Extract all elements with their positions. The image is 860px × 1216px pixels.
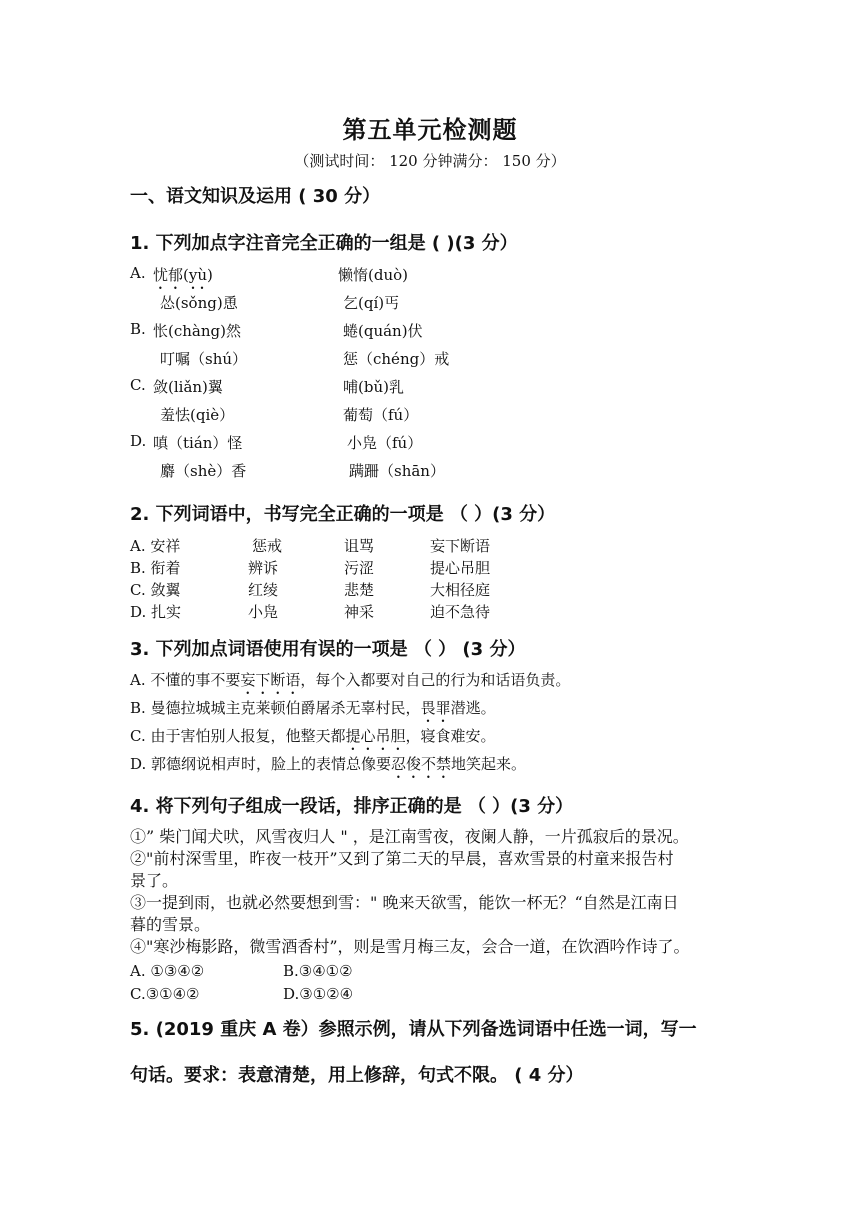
q4-sentence-3-cont: 暮的雪景。: [130, 915, 211, 934]
q1-b-word1: 怅(chàng)然: [153, 322, 241, 340]
q1-a-word1: 忧郁(yù): [153, 266, 213, 284]
q3-option-d: D. 郭德纲说相声时，脸上的表情总像要忍俊不禁地笑起来。: [130, 755, 527, 773]
q1-d-word2: 小凫（fú）: [347, 434, 423, 452]
q3-option-c: C. 由于害怕别人报复，他整天都提心吊胆，寝食难安。: [130, 727, 496, 745]
q1-option-b-label: B.: [130, 320, 146, 338]
q4-sentence-2: ②"前村深雪里，昨夜一枝开”又到了第二天的早晨，喜欢雪景的村童来报告村: [130, 849, 674, 868]
q1-a-word4: 乞(qí)丐: [343, 294, 400, 312]
q3-stem: 3. 下列加点词语使用有误的一项是 （ ） (3 分）: [130, 639, 526, 660]
q2-cell: 小凫: [248, 603, 279, 621]
q1-d-word4: 蹒跚（shān）: [349, 462, 445, 480]
q2-cell: 悲楚: [344, 581, 375, 599]
q2-cell: 神采: [344, 603, 375, 621]
q2-cell: 惩戒: [252, 537, 283, 555]
q2-cell: D. 扎实: [130, 603, 182, 621]
q4-sentence-4: ④"寒沙梅影路，微雪酒香村”，则是雪月梅三友，会合一道，在饮酒吟作诗了。: [130, 937, 690, 956]
q1-d-word3: 麝（shè）香: [160, 462, 247, 480]
q4-sentence-1: ①” 柴门闻犬吠，风雪夜归人 " ，是江南雪夜，夜阑人静，一片孤寂后的景况。: [130, 827, 689, 846]
q1-a-word2: 懒惰(duò): [338, 266, 408, 284]
q2-cell: 迫不急待: [430, 603, 491, 621]
q1-c-word4: 葡萄（fú）: [343, 406, 419, 424]
q4-stem: 4. 将下列句子组成一段话，排序正确的是 （ ）(3 分）: [130, 796, 574, 817]
q1-stem: 1. 下列加点字注音完全正确的一组是 ( )(3 分）: [130, 233, 518, 254]
q1-option-d-label: D.: [130, 432, 147, 450]
test-info: （测试时间： 120 分钟满分： 150 分）: [294, 152, 566, 170]
q2-cell: 红绫: [248, 581, 279, 599]
q4-option-b: B.③④①②: [283, 962, 353, 980]
q4-sentences: [130, 826, 730, 958]
q2-cell: C. 敛翼: [130, 581, 181, 599]
section-heading: 一、语文知识及运用 ( 30 分）: [130, 186, 381, 207]
q1-a-word3: 怂(sǒng)恿: [160, 294, 238, 312]
q1-option-c-label: C.: [130, 376, 146, 394]
q2-cell: A. 安祥: [130, 537, 181, 555]
q2-cell: 提心吊胆: [430, 559, 491, 577]
q2-cell: 大相径庭: [430, 581, 491, 599]
q1-b-word4: 惩（chéng）戒: [343, 350, 450, 368]
q5-stem-line1: 5. (2019 重庆 A 卷）参照示例，请从下列备选词语中任选一词，写一: [130, 1019, 697, 1040]
q1-b-word2: 蜷(quán)伏: [343, 322, 423, 340]
q4-option-c: C.③①④②: [130, 985, 200, 1003]
q2-cell: B. 衔着: [130, 559, 181, 577]
q4-sentence-2-cont: 景了。: [130, 871, 179, 890]
q3-option-a: A. 不懂的事不要妄下断语，每个入都要对自己的行为和话语负责。: [130, 671, 571, 689]
page-title: 第五单元检测题: [342, 116, 518, 144]
q5-stem-line2: 句话。要求：表意清楚，用上修辞，句式不限。 ( 4 分）: [130, 1065, 584, 1086]
q2-cell: 妄下断语: [430, 537, 491, 555]
q4-option-d: D.③①②④: [283, 985, 354, 1003]
q2-cell: 污涩: [344, 559, 375, 577]
q1-b-word3: 叮嘱（shú）: [160, 350, 248, 368]
q1-c-word1: 敛(liǎn)翼: [153, 378, 223, 396]
q2-cell: 辨诉: [248, 559, 279, 577]
q1-d-word1: 嗔（tián）怪: [153, 434, 243, 452]
q1-c-word3: 羞怯(qiè）: [160, 406, 235, 424]
q2-cell: 诅骂: [344, 537, 375, 555]
q2-stem: 2. 下列词语中，书写完全正确的一项是 （ ）(3 分）: [130, 504, 556, 525]
q4-sentence-3: ③一提到雨，也就必然要想到雪：" 晚来天欲雪，能饮一杯无？“自然是江南日: [130, 893, 679, 912]
q4-option-a: A. ①③④②: [130, 962, 205, 980]
q1-option-a-label: A.: [130, 264, 146, 282]
q1-c-word2: 哺(bǔ)乳: [343, 378, 404, 396]
q3-option-b: B. 曼德拉城城主克莱顿伯爵屠杀无辜村民，畏罪潜逃。: [130, 699, 496, 717]
